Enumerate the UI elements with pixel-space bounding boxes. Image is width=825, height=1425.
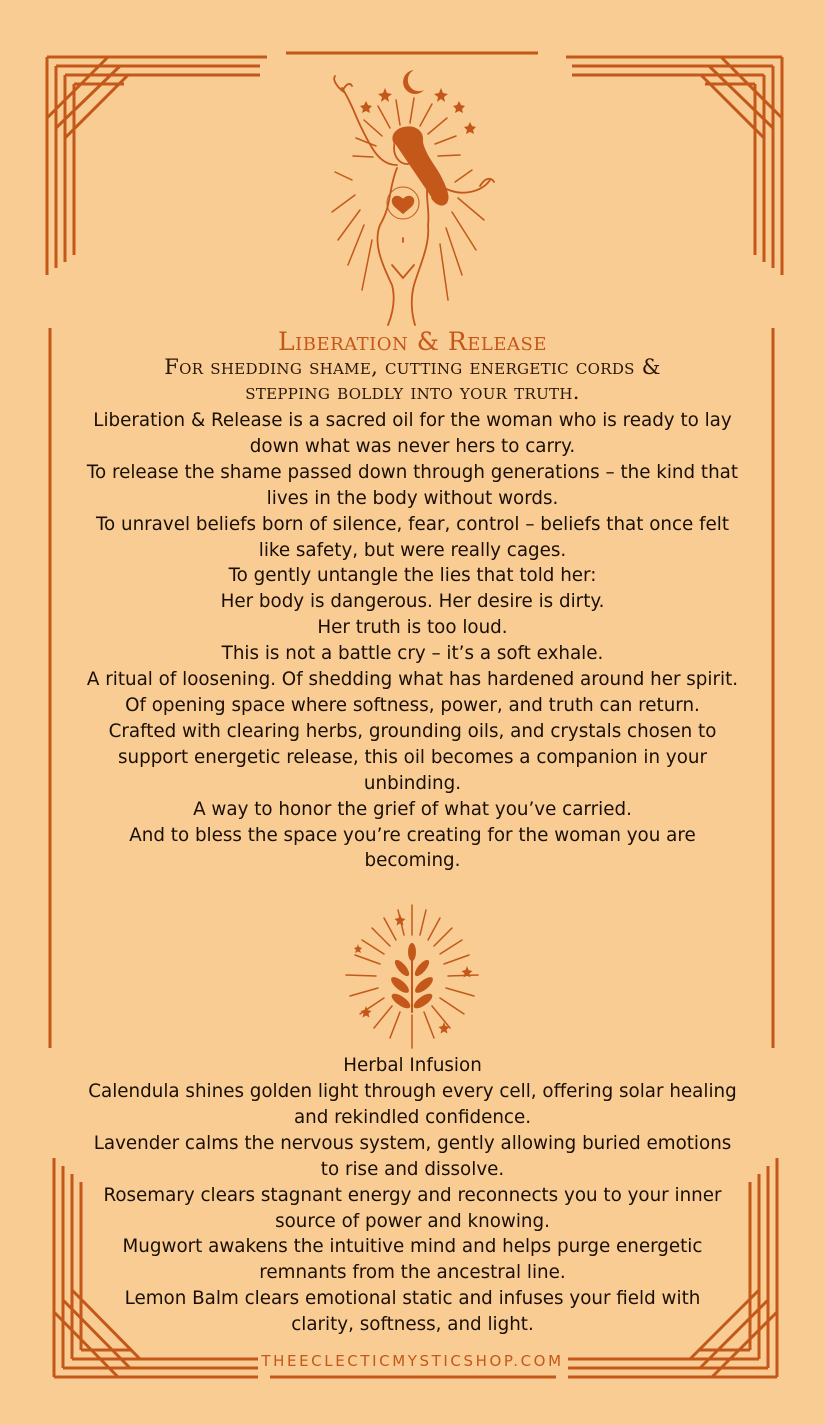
description xyxy=(70,408,755,874)
description-line: This is not a battle cry – it’s a soft exhale. xyxy=(221,643,604,665)
herb-line: Mugwort awakens the intuitive mind and helps purge energetic xyxy=(122,1236,703,1258)
description-line: like safety, but were really cages. xyxy=(258,539,567,561)
description-line: lives in the body without words. xyxy=(266,487,559,509)
description-line: To unravel beliefs born of silence, fear, control – beliefs that once felt xyxy=(95,513,730,535)
heart-icon xyxy=(393,197,414,213)
description-line: support energetic release, this oil becomes a companion in your xyxy=(117,746,708,768)
herb-line: and rekindled confidence. xyxy=(293,1106,532,1128)
star-icon xyxy=(360,88,476,134)
leaf-sprig-icon xyxy=(346,905,478,1048)
herb-line: Rosemary clears stagnant energy and reconnects you to your inner xyxy=(103,1184,722,1206)
herb-line: Lavender calms the nervous system, gently allowing buried emotions xyxy=(93,1132,732,1154)
herb-line: source of power and knowing. xyxy=(275,1210,550,1232)
description-line: unbinding. xyxy=(363,772,462,794)
crescent-moon-icon xyxy=(403,70,424,94)
description-line: To gently untangle the lies that told her: xyxy=(228,565,597,587)
top-left-corner-ornament xyxy=(47,57,267,275)
description-line: And to bless the space you’re creating for the woman you are xyxy=(129,824,696,846)
herbal-infusion-heading: Herbal Infusion xyxy=(343,1055,482,1076)
herb-line: Lemon Balm clears emotional static and infuses your field with xyxy=(124,1288,701,1310)
description-line: down what was never hers to carry. xyxy=(249,435,576,457)
description-line: A ritual of loosening. Of shedding what has hardened around her spirit. xyxy=(86,669,739,691)
subtitle xyxy=(100,355,725,405)
description-line: Her truth is too loud. xyxy=(317,617,508,639)
herb-line: remnants from the ancestral line. xyxy=(259,1262,566,1284)
subtitle-line: stepping boldly into your truth. xyxy=(245,380,580,404)
description-line: becoming. xyxy=(364,850,461,872)
herb-list xyxy=(72,1079,753,1338)
herb-line: Calendula shines golden light through every cell, offering solar healing xyxy=(88,1081,737,1102)
herb-line: clarity, softness, and light. xyxy=(291,1314,534,1336)
top-right-corner-ornament xyxy=(566,57,782,275)
description-line: To release the shame passed down through generations – the kind that xyxy=(86,461,739,483)
description-line: Her body is dangerous. Her desire is dirty. xyxy=(220,591,605,613)
description-line: Of opening space where softness, power, and truth can return. xyxy=(125,694,700,716)
subtitle-line: For shedding shame, cutting energetic cords & xyxy=(164,355,661,379)
shop-url[interactable]: THEECLECTICMYSTICSHOP.COM xyxy=(261,1352,564,1370)
herb-line: to rise and dissolve. xyxy=(320,1158,505,1180)
product-title: Liberation & Release xyxy=(278,327,547,356)
goddess-illustration-icon xyxy=(332,70,494,325)
description-line: Crafted with clearing herbs, grounding oils, and crystals chosen to xyxy=(108,720,717,742)
description-line: Liberation & Release is a sacred oil for the woman who is ready to lay xyxy=(93,410,732,431)
description-line: A way to honor the grief of what you’ve carried. xyxy=(193,798,632,820)
